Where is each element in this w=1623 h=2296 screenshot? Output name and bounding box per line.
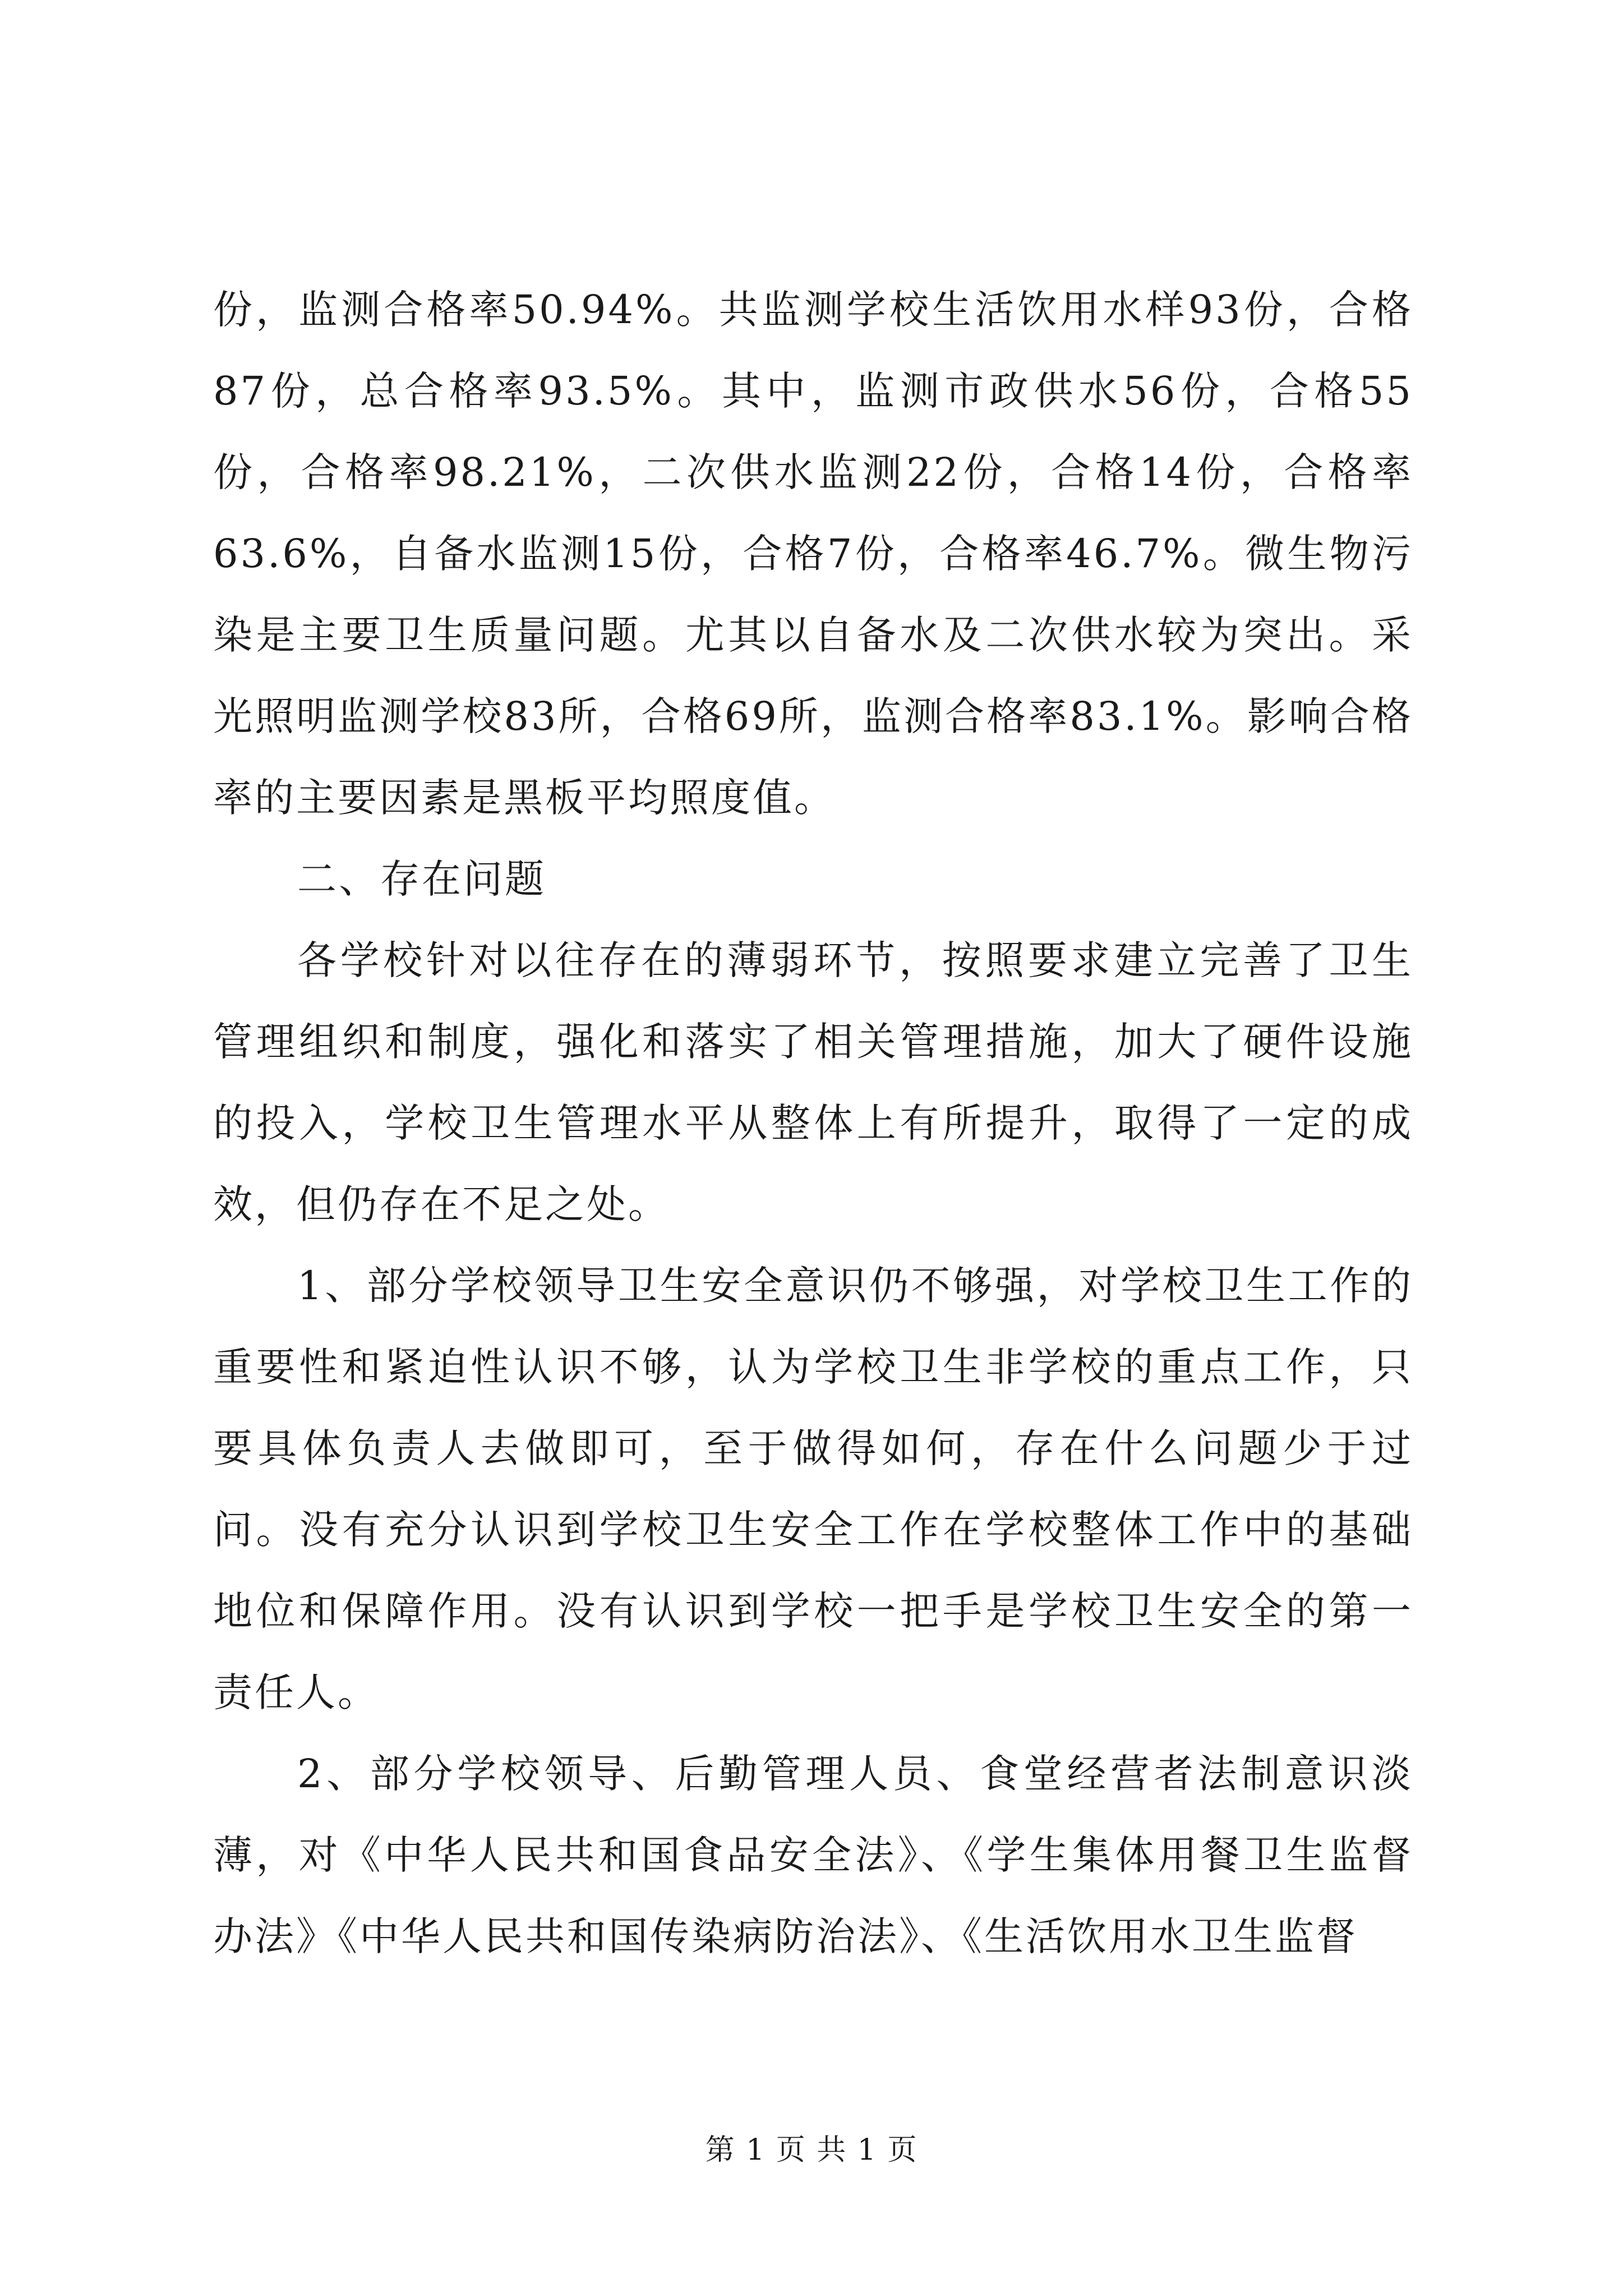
document-body: [213, 269, 1413, 1977]
paragraph-item-2: 2、部分学校领导、后勤管理人员、食堂经营者法制意识淡薄，对《中华人民共和国食品安全法》、《学生集体用餐卫生监督办法》《中华人民共和国传染病防治法》、《生活饮用水卫生监督: [213, 1751, 1413, 1959]
paragraph-item-1: 1、部分学校领导卫生安全意识仍不够强，对学校卫生工作的重要性和紧迫性认识不够，认为学校卫生非学校的重点工作，只要具体负责人去做即可，至于做得如何，存在什么问题少于过问。没有充分认识到学校卫生安全工作在学校整体工作中的基础地位和保障作用。没有认识到学校一把手是学校卫生安全的第一责任人。: [213, 1263, 1413, 1715]
page-footer: [0, 2126, 1623, 2168]
section-heading: 二、存在问题: [297, 856, 546, 902]
page-number: 第 1 页 共 1 页: [705, 2133, 918, 2167]
paragraph-continued: 份，监测合格率50.94%。共监测学校生活饮用水样93份，合格87份，总合格率93.5%。其中，监测市政供水56份，合格55份，合格率98.21%，二次供水监测22份，合格14份，合格率63.6%，自备水监测15份，合格7份，合格率46.7%。微生物污染是主要卫生质量问题。尤其以自备水及二次供水较为突出。采光照明监测学校83所，合格69所，监测合格率83.1%。影响合格率的主要因素是黑板平均照度值。: [213, 287, 1413, 821]
paragraph-intro: 各学校针对以往存在的薄弱环节，按照要求建立完善了卫生管理组织和制度，强化和落实了相关管理措施，加大了硬件设施的投入，学校卫生管理水平从整体上有所提升，取得了一定的成效，但仍存在不足之处。: [213, 937, 1413, 1227]
